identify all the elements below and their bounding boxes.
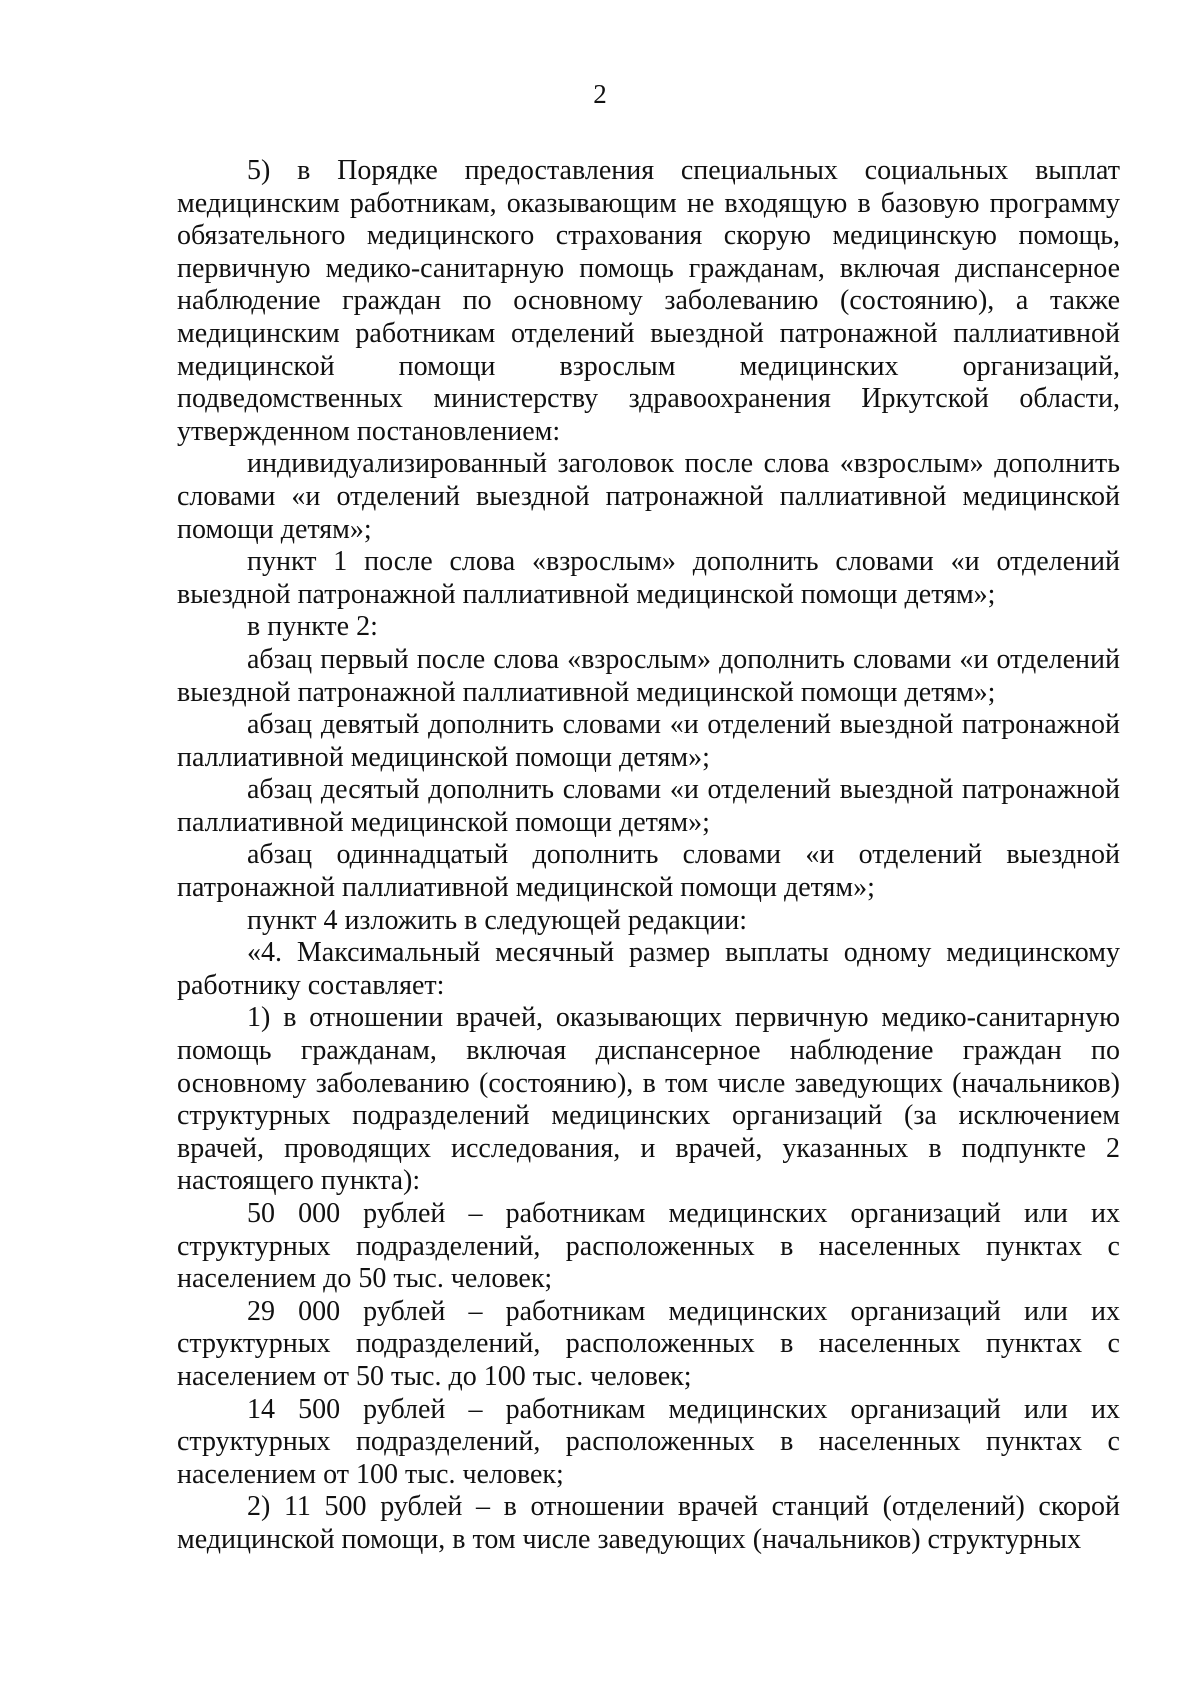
document-body [177, 155, 1120, 1557]
paragraph-item-5-intro: 5) в Порядке предоставления специальных социальных выплат медицинским работникам, оказывающим не входящую в базовую программу обязательного медицинского страхования скорую медицинскую помощь, первичную медико-санитарную помощь гражданам, включая диспансерное наблюдение граждан по основному заболеванию (состоянию), а также медицинским работникам отделений выездной патронажной паллиативной медицинской помощи взрослым медицинских организаций, подведомственных министерству здравоохранения Иркутской области, утвержденном постановлением: [177, 155, 1120, 447]
paragraph-clause-4-text: «4. Максимальный месячный размер выплаты одному медицинскому работнику составляет: [177, 937, 1120, 1001]
paragraph-amount-29000: 29 000 рублей – работникам медицинских организаций или их структурных подразделений, расположенных в населенных пунктах с населением от 50 тыс. до 100 тыс. человек; [177, 1295, 1120, 1392]
paragraph-amount-50000: 50 000 рублей – работникам медицинских организаций или их структурных подразделений, расположенных в населенных пунктах с населением до 50 тыс. человек; [177, 1198, 1120, 1295]
paragraph-clause-1-amendment: пункт 1 после слова «взрослым» дополнить словами «и отделений выездной патронажной паллиативной медицинской помощи детям»; [177, 546, 1120, 610]
paragraph-clause-2-intro: в пункте 2: [247, 611, 378, 643]
paragraph-abzac-ninth: абзац девятый дополнить словами «и отделений выездной патронажной паллиативной медицинской помощи детям»; [177, 709, 1120, 773]
page-number: 2 [593, 79, 607, 109]
paragraph-abzac-first: абзац первый после слова «взрослым» дополнить словами «и отделений выездной патронажной паллиативной медицинской помощи детям»; [177, 643, 1120, 708]
paragraph-abzac-tenth: абзац десятый дополнить словами «и отделений выездной патронажной паллиативной медицинской помощи детям»; [177, 774, 1120, 838]
paragraph-amount-14500: 14 500 рублей – работникам медицинских организаций или их структурных подразделений, расположенных в населенных пунктах с населением от 100 тыс. человек; [177, 1393, 1120, 1490]
paragraph-subclause-2: 2) 11 500 рублей – в отношении врачей станций (отделений) скорой медицинской помощи, в том числе заведующих (начальников) структурных [177, 1491, 1120, 1555]
paragraph-subclause-1: 1) в отношении врачей, оказывающих первичную медико-санитарную помощь гражданам, включая диспансерное наблюдение граждан по основному заболеванию (состоянию), в том числе заведующих (начальников) структурных подразделений медицинских организаций (за исключением врачей, проводящих исследования, и врачей, указанных в подпункте 2 настоящего пункта): [177, 1002, 1120, 1197]
paragraph-clause-4-intro: пункт 4 изложить в следующей редакции: [247, 904, 747, 936]
paragraph-heading-amendment: индивидуализированный заголовок после слова «взрослым» дополнить словами «и отделений выездной патронажной паллиативной медицинской помощи детям»; [177, 448, 1120, 545]
paragraph-abzac-eleventh: абзац одиннадцатый дополнить словами «и отделений выездной патронажной паллиативной медицинской помощи детям»; [177, 839, 1120, 904]
